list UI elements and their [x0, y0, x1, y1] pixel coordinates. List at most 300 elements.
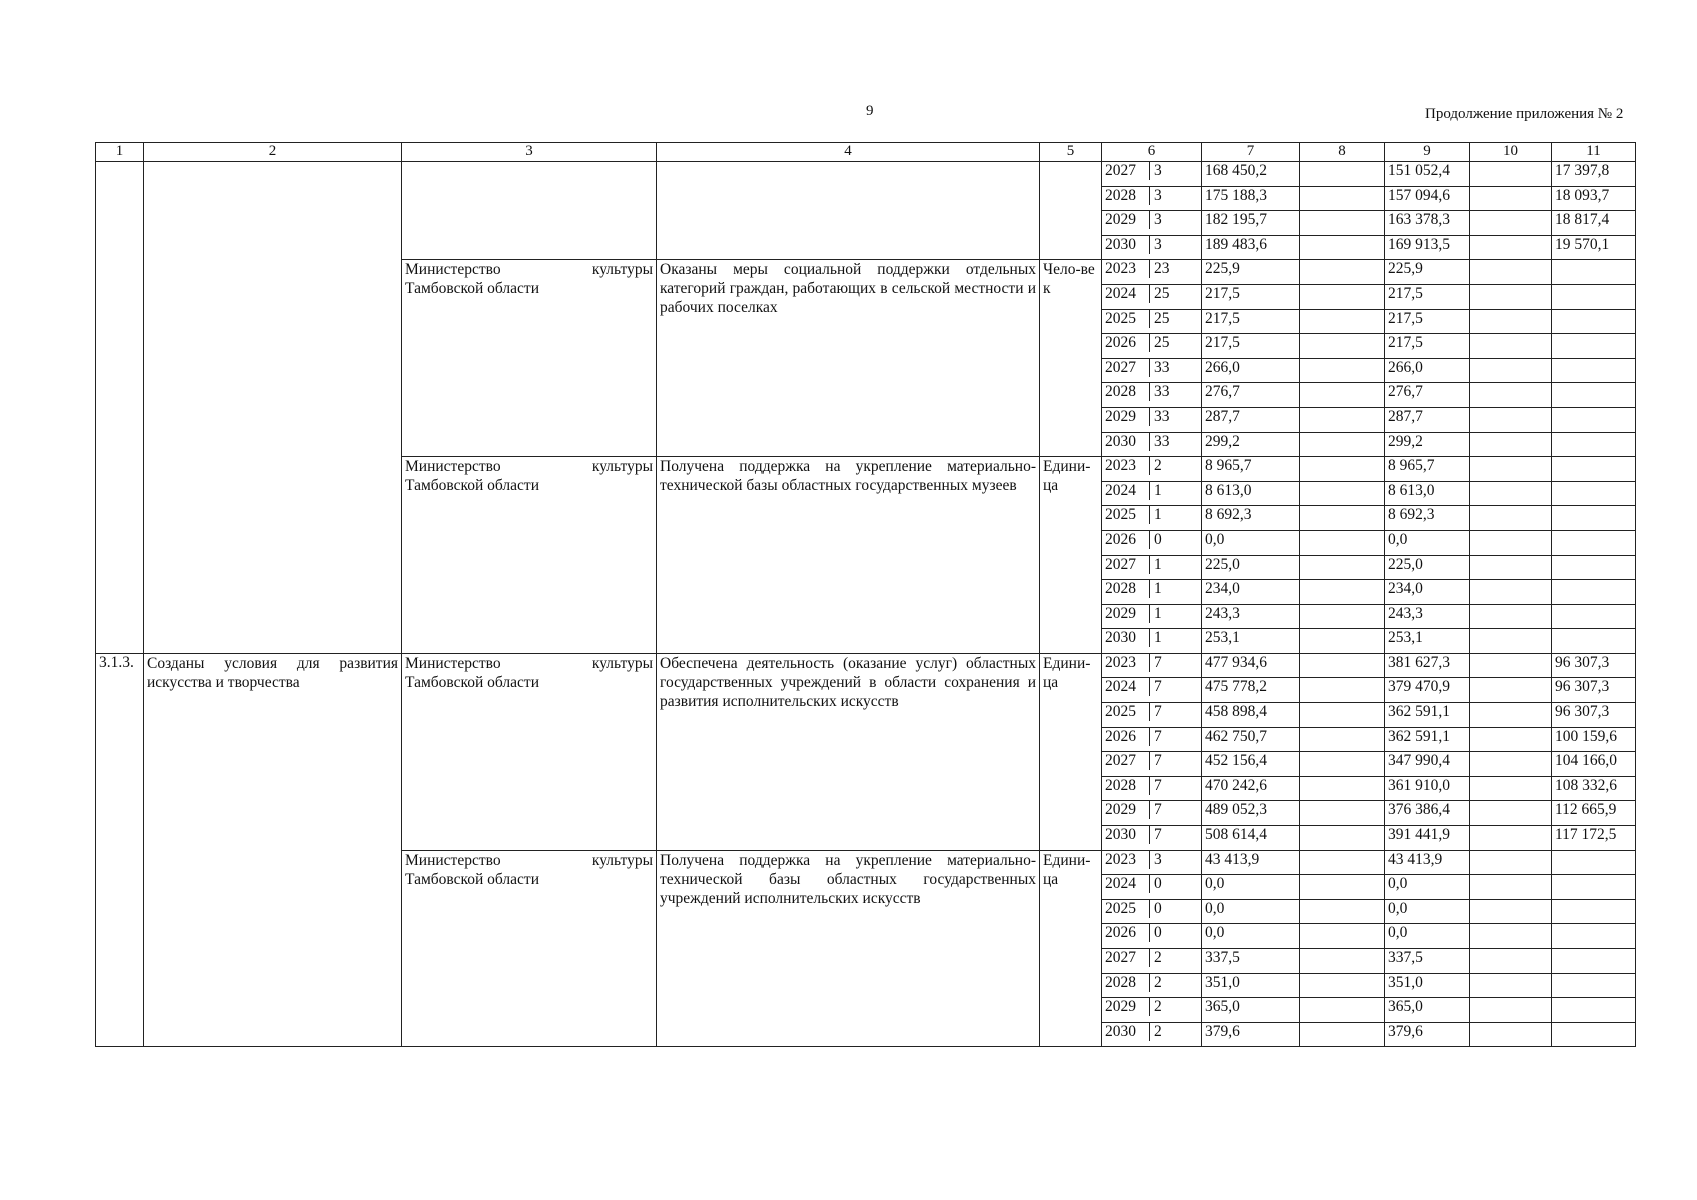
amount-c7: 217,5	[1202, 334, 1300, 359]
executor-culture: культуры	[591, 654, 653, 672]
amount-c8	[1300, 826, 1385, 851]
amount-c10	[1470, 260, 1552, 285]
amount-c11: 19 570,1	[1552, 235, 1636, 260]
amount-c11	[1552, 457, 1636, 482]
amount-c8	[1300, 1022, 1385, 1047]
year: 2026	[1105, 924, 1150, 942]
year: 2030	[1105, 1023, 1150, 1041]
year: 2030	[1105, 236, 1150, 254]
amount-c7: 8 613,0	[1202, 481, 1300, 506]
amount-c11	[1552, 530, 1636, 555]
amount-c8	[1300, 235, 1385, 260]
amount-c8	[1300, 752, 1385, 777]
amount-c11	[1552, 432, 1636, 457]
amount-c8	[1300, 481, 1385, 506]
year: 2026	[1105, 531, 1150, 549]
amount-c10	[1470, 604, 1552, 629]
indicator-value: 0	[1154, 899, 1162, 917]
year-cell	[1102, 826, 1202, 851]
executor-ministry: Министерство	[405, 261, 501, 279]
amount-c11	[1552, 309, 1636, 334]
amount-c10	[1470, 776, 1552, 801]
amount-c9: 151 052,4	[1385, 162, 1470, 187]
amount-c11: 100 159,6	[1552, 727, 1636, 752]
year-cell	[1102, 481, 1202, 506]
year-cell	[1102, 875, 1202, 900]
amount-c10	[1470, 727, 1552, 752]
amount-c9: 8 613,0	[1385, 481, 1470, 506]
indicator-value: 0	[1154, 530, 1162, 548]
amount-c8	[1300, 727, 1385, 752]
indicator-value: 33	[1154, 358, 1170, 376]
amount-c7: 168 450,2	[1202, 162, 1300, 187]
indicator-value: 3	[1154, 211, 1162, 229]
amount-c8	[1300, 506, 1385, 531]
amount-c9: 8 692,3	[1385, 506, 1470, 531]
amount-c9: 0,0	[1385, 924, 1470, 949]
item-name	[144, 162, 402, 654]
year-cell	[1102, 973, 1202, 998]
column-header-1: 1	[96, 143, 144, 162]
amount-c10	[1470, 1022, 1552, 1047]
amount-c7: 299,2	[1202, 432, 1300, 457]
amount-c7: 470 242,6	[1202, 776, 1300, 801]
amount-c9: 0,0	[1385, 530, 1470, 555]
amount-c9: 0,0	[1385, 875, 1470, 900]
amount-c10	[1470, 457, 1552, 482]
year: 2027	[1105, 162, 1150, 180]
amount-c11	[1552, 358, 1636, 383]
column-header-2: 2	[144, 143, 402, 162]
amount-c11: 18 093,7	[1552, 186, 1636, 211]
amount-c8	[1300, 555, 1385, 580]
amount-c11	[1552, 949, 1636, 974]
year: 2023	[1105, 260, 1150, 278]
amount-c7: 351,0	[1202, 973, 1300, 998]
amount-c11	[1552, 604, 1636, 629]
amount-c9: 217,5	[1385, 309, 1470, 334]
amount-c8	[1300, 653, 1385, 678]
year: 2029	[1105, 408, 1150, 426]
year-cell	[1102, 629, 1202, 654]
amount-c9: 169 913,5	[1385, 235, 1470, 260]
indicator-value: 7	[1154, 776, 1162, 794]
result-description: Получена поддержка на укрепление материально-технической базы областных государственных музеев	[657, 457, 1040, 654]
amount-c10	[1470, 703, 1552, 728]
amount-c10	[1470, 629, 1552, 654]
amount-c10	[1470, 186, 1552, 211]
amount-c9: 157 094,6	[1385, 186, 1470, 211]
indicator-value: 7	[1154, 801, 1162, 819]
amount-c11	[1552, 284, 1636, 309]
year-cell	[1102, 801, 1202, 826]
amount-c11	[1552, 850, 1636, 875]
indicator-value: 33	[1154, 407, 1170, 425]
indicator-value: 3	[1154, 186, 1162, 204]
year: 2029	[1105, 801, 1150, 819]
year-cell	[1102, 1022, 1202, 1047]
amount-c7: 489 052,3	[1202, 801, 1300, 826]
amount-c7: 508 614,4	[1202, 826, 1300, 851]
year-cell	[1102, 334, 1202, 359]
indicator-value: 0	[1154, 875, 1162, 893]
year: 2024	[1105, 678, 1150, 696]
amount-c8	[1300, 678, 1385, 703]
year: 2027	[1105, 556, 1150, 574]
amount-c7: 0,0	[1202, 924, 1300, 949]
amount-c7: 462 750,7	[1202, 727, 1300, 752]
indicator-value: 33	[1154, 432, 1170, 450]
year: 2027	[1105, 949, 1150, 967]
amount-c11: 18 817,4	[1552, 211, 1636, 236]
column-header-3: 3	[402, 143, 657, 162]
amount-c10	[1470, 235, 1552, 260]
indicator-value: 7	[1154, 727, 1162, 745]
amount-c11: 96 307,3	[1552, 678, 1636, 703]
amount-c9: 225,9	[1385, 260, 1470, 285]
executor	[402, 850, 657, 1047]
year: 2024	[1105, 285, 1150, 303]
amount-c8	[1300, 629, 1385, 654]
year-cell	[1102, 899, 1202, 924]
year: 2028	[1105, 187, 1150, 205]
year: 2023	[1105, 457, 1150, 475]
column-header-4: 4	[657, 143, 1040, 162]
amount-c9: 362 591,1	[1385, 703, 1470, 728]
year-cell	[1102, 506, 1202, 531]
amount-c8	[1300, 284, 1385, 309]
amount-c10	[1470, 481, 1552, 506]
year: 2028	[1105, 383, 1150, 401]
executor-culture: культуры	[591, 458, 653, 476]
amount-c9: 287,7	[1385, 407, 1470, 432]
amount-c7: 0,0	[1202, 875, 1300, 900]
indicator-value: 3	[1154, 162, 1162, 179]
amount-c9: 163 378,3	[1385, 211, 1470, 236]
amount-c7: 225,9	[1202, 260, 1300, 285]
amount-c9: 8 965,7	[1385, 457, 1470, 482]
year: 2025	[1105, 900, 1150, 918]
amount-c8	[1300, 358, 1385, 383]
amount-c9: 376 386,4	[1385, 801, 1470, 826]
column-header-7: 7	[1202, 143, 1300, 162]
amount-c11	[1552, 1022, 1636, 1047]
amount-c10	[1470, 580, 1552, 605]
amount-c10	[1470, 334, 1552, 359]
amount-c8	[1300, 407, 1385, 432]
program-table	[95, 142, 1636, 1047]
amount-c7: 225,0	[1202, 555, 1300, 580]
year-cell	[1102, 776, 1202, 801]
amount-c7: 253,1	[1202, 629, 1300, 654]
amount-c9: 299,2	[1385, 432, 1470, 457]
amount-c11	[1552, 555, 1636, 580]
amount-c11	[1552, 998, 1636, 1023]
amount-c7: 287,7	[1202, 407, 1300, 432]
item-name: Созданы условия для развития искусства и творчества	[144, 653, 402, 1047]
year-cell	[1102, 309, 1202, 334]
indicator-value: 7	[1154, 703, 1162, 721]
amount-c7: 217,5	[1202, 309, 1300, 334]
executor-culture: культуры	[591, 261, 653, 279]
indicator-value: 0	[1154, 924, 1162, 942]
year-cell	[1102, 703, 1202, 728]
amount-c11: 96 307,3	[1552, 703, 1636, 728]
year-cell	[1102, 850, 1202, 875]
result-description: Оказаны меры социальной поддержки отдельных категорий граждан, работающих в сельской местности и рабочих поселках	[657, 260, 1040, 457]
amount-c7: 458 898,4	[1202, 703, 1300, 728]
appendix-label: Продолжение приложения № 2	[1425, 106, 1624, 122]
amount-c7: 234,0	[1202, 580, 1300, 605]
amount-c9: 0,0	[1385, 899, 1470, 924]
unit: Едини-ца	[1040, 653, 1102, 850]
year-cell	[1102, 260, 1202, 285]
amount-c11	[1552, 924, 1636, 949]
amount-c7: 365,0	[1202, 998, 1300, 1023]
amount-c9: 234,0	[1385, 580, 1470, 605]
amount-c11	[1552, 506, 1636, 531]
amount-c8	[1300, 899, 1385, 924]
amount-c11	[1552, 383, 1636, 408]
amount-c7: 243,3	[1202, 604, 1300, 629]
year: 2027	[1105, 359, 1150, 377]
amount-c10	[1470, 383, 1552, 408]
amount-c8	[1300, 924, 1385, 949]
amount-c8	[1300, 162, 1385, 187]
amount-c11: 112 665,9	[1552, 801, 1636, 826]
amount-c11	[1552, 407, 1636, 432]
executor-line-2: Тамбовской области	[405, 673, 539, 691]
year-cell	[1102, 998, 1202, 1023]
amount-c8	[1300, 530, 1385, 555]
year: 2025	[1105, 703, 1150, 721]
amount-c9: 391 441,9	[1385, 826, 1470, 851]
amount-c9: 217,5	[1385, 284, 1470, 309]
amount-c10	[1470, 407, 1552, 432]
amount-c10	[1470, 506, 1552, 531]
year: 2028	[1105, 777, 1150, 795]
indicator-value: 2	[1154, 973, 1162, 991]
unit: Чело-век	[1040, 260, 1102, 457]
indicator-value: 1	[1154, 506, 1162, 524]
year-cell	[1102, 530, 1202, 555]
year-cell	[1102, 186, 1202, 211]
amount-c11	[1552, 260, 1636, 285]
unit	[1040, 162, 1102, 260]
year: 2026	[1105, 334, 1150, 352]
column-header-9: 9	[1385, 143, 1470, 162]
indicator-value: 23	[1154, 260, 1170, 278]
amount-c10	[1470, 949, 1552, 974]
year: 2024	[1105, 875, 1150, 893]
executor-ministry: Министерство	[405, 458, 501, 476]
amount-c11	[1552, 973, 1636, 998]
amount-c7: 182 195,7	[1202, 211, 1300, 236]
amount-c11: 117 172,5	[1552, 826, 1636, 851]
year-cell	[1102, 383, 1202, 408]
executor-line-1	[405, 457, 653, 476]
indicator-value: 3	[1154, 235, 1162, 253]
amount-c10	[1470, 358, 1552, 383]
year: 2026	[1105, 728, 1150, 746]
year: 2028	[1105, 974, 1150, 992]
indicator-value: 33	[1154, 383, 1170, 401]
amount-c9: 253,1	[1385, 629, 1470, 654]
indicator-value: 1	[1154, 555, 1162, 573]
amount-c11: 96 307,3	[1552, 653, 1636, 678]
amount-c11	[1552, 875, 1636, 900]
year-cell	[1102, 949, 1202, 974]
amount-c11	[1552, 334, 1636, 359]
amount-c8	[1300, 850, 1385, 875]
year: 2030	[1105, 433, 1150, 451]
executor-line-2: Тамбовской области	[405, 280, 539, 298]
amount-c9: 43 413,9	[1385, 850, 1470, 875]
amount-c7: 175 188,3	[1202, 186, 1300, 211]
result-description: Обеспечена деятельность (оказание услуг) областных государственных учреждений в области сохранения и развития исполнительских искусств	[657, 653, 1040, 850]
indicator-value: 1	[1154, 580, 1162, 598]
indicator-value: 25	[1154, 334, 1170, 352]
amount-c9: 351,0	[1385, 973, 1470, 998]
amount-c8	[1300, 260, 1385, 285]
year-cell	[1102, 678, 1202, 703]
year-cell	[1102, 604, 1202, 629]
amount-c7: 276,7	[1202, 383, 1300, 408]
amount-c9: 362 591,1	[1385, 727, 1470, 752]
column-header-6: 6	[1102, 143, 1202, 162]
year-cell	[1102, 752, 1202, 777]
amount-c8	[1300, 801, 1385, 826]
amount-c8	[1300, 949, 1385, 974]
amount-c10	[1470, 678, 1552, 703]
amount-c8	[1300, 973, 1385, 998]
indicator-value: 2	[1154, 457, 1162, 475]
year-cell	[1102, 358, 1202, 383]
page-number: 9	[866, 103, 874, 119]
amount-c8	[1300, 211, 1385, 236]
amount-c11: 104 166,0	[1552, 752, 1636, 777]
year: 2025	[1105, 310, 1150, 328]
amount-c10	[1470, 826, 1552, 851]
amount-c11	[1552, 580, 1636, 605]
executor-ministry: Министерство	[405, 654, 501, 672]
amount-c7: 0,0	[1202, 530, 1300, 555]
amount-c10	[1470, 924, 1552, 949]
amount-c9: 365,0	[1385, 998, 1470, 1023]
amount-c7: 266,0	[1202, 358, 1300, 383]
amount-c9: 243,3	[1385, 604, 1470, 629]
amount-c9: 217,5	[1385, 334, 1470, 359]
amount-c11: 108 332,6	[1552, 776, 1636, 801]
amount-c10	[1470, 284, 1552, 309]
year-cell	[1102, 432, 1202, 457]
year-cell	[1102, 555, 1202, 580]
executor-line-1	[405, 851, 653, 870]
column-header-8: 8	[1300, 143, 1385, 162]
column-header-5: 5	[1040, 143, 1102, 162]
year: 2029	[1105, 998, 1150, 1016]
amount-c10	[1470, 801, 1552, 826]
indicator-value: 7	[1154, 826, 1162, 844]
result-description	[657, 162, 1040, 260]
amount-c7: 475 778,2	[1202, 678, 1300, 703]
amount-c10	[1470, 162, 1552, 187]
unit: Едини-ца	[1040, 850, 1102, 1047]
year: 2028	[1105, 580, 1150, 598]
amount-c7: 477 934,6	[1202, 653, 1300, 678]
year: 2030	[1105, 826, 1150, 844]
amount-c7: 189 483,6	[1202, 235, 1300, 260]
amount-c7: 43 413,9	[1202, 850, 1300, 875]
executor-line-2: Тамбовской области	[405, 870, 539, 888]
executor-line-1	[405, 260, 653, 279]
indicator-value: 1	[1154, 604, 1162, 622]
amount-c9: 379 470,9	[1385, 678, 1470, 703]
amount-c7: 337,5	[1202, 949, 1300, 974]
amount-c7: 379,6	[1202, 1022, 1300, 1047]
indicator-value: 3	[1154, 850, 1162, 868]
year: 2029	[1105, 211, 1150, 229]
amount-c10	[1470, 309, 1552, 334]
year-cell	[1102, 457, 1202, 482]
executor	[402, 162, 657, 260]
indicator-value: 25	[1154, 284, 1170, 302]
indicator-value: 1	[1154, 481, 1162, 499]
amount-c9: 276,7	[1385, 383, 1470, 408]
amount-c10	[1470, 530, 1552, 555]
year-cell	[1102, 727, 1202, 752]
amount-c8	[1300, 875, 1385, 900]
amount-c9: 337,5	[1385, 949, 1470, 974]
year-cell	[1102, 580, 1202, 605]
amount-c8	[1300, 703, 1385, 728]
amount-c8	[1300, 998, 1385, 1023]
amount-c9: 266,0	[1385, 358, 1470, 383]
amount-c8	[1300, 432, 1385, 457]
executor	[402, 457, 657, 654]
amount-c8	[1300, 604, 1385, 629]
amount-c7: 8 692,3	[1202, 506, 1300, 531]
amount-c10	[1470, 899, 1552, 924]
indicator-value: 2	[1154, 1022, 1162, 1040]
amount-c11	[1552, 481, 1636, 506]
amount-c8	[1300, 334, 1385, 359]
table-row	[96, 162, 1636, 187]
amount-c10	[1470, 752, 1552, 777]
year: 2027	[1105, 752, 1150, 770]
amount-c7: 8 965,7	[1202, 457, 1300, 482]
year-cell	[1102, 162, 1202, 187]
indicator-value: 1	[1154, 629, 1162, 647]
item-code: 3.1.3.	[96, 653, 144, 1047]
indicator-value: 7	[1154, 678, 1162, 696]
year: 2023	[1105, 851, 1150, 869]
year-cell	[1102, 235, 1202, 260]
amount-c7: 0,0	[1202, 899, 1300, 924]
item-code	[96, 162, 144, 654]
year: 2023	[1105, 654, 1150, 672]
amount-c10	[1470, 432, 1552, 457]
unit: Едини-ца	[1040, 457, 1102, 654]
amount-c9: 379,6	[1385, 1022, 1470, 1047]
amount-c9: 361 910,0	[1385, 776, 1470, 801]
amount-c7: 452 156,4	[1202, 752, 1300, 777]
amount-c8	[1300, 776, 1385, 801]
executor-line-1	[405, 654, 653, 673]
indicator-value: 7	[1154, 653, 1162, 671]
amount-c10	[1470, 653, 1552, 678]
amount-c8	[1300, 383, 1385, 408]
